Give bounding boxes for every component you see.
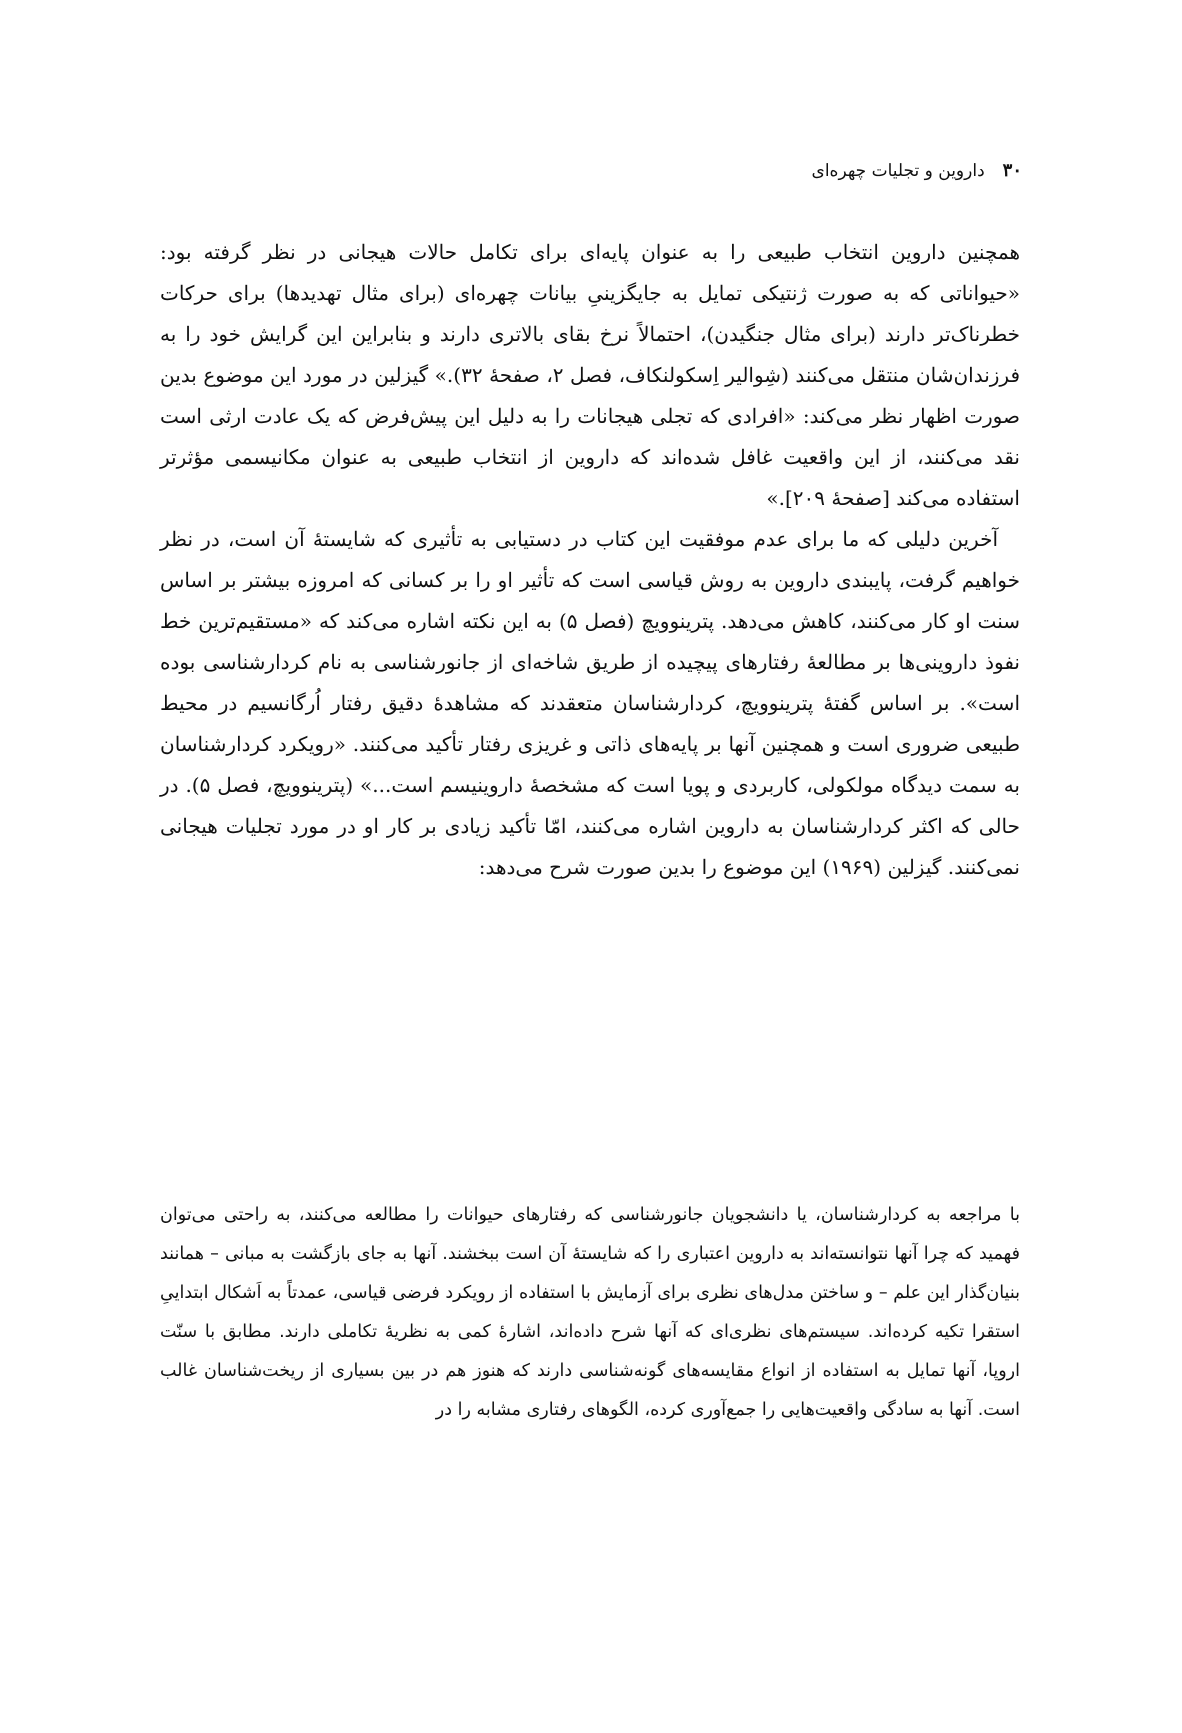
- page-number: ۳۰: [1002, 160, 1022, 181]
- block-quote: [160, 1196, 1020, 1430]
- running-header: [812, 160, 1022, 181]
- paragraph: آخرین دلیلی که ما برای عدم موفقیت این کتاب در دستیابی به تأثیری که شایستهٔ آن است، در نظر خواهیم گرفت، پایبندی داروین به روش قیاسی است که تأثیر او را بر کسانی که امروزه بیشتر بر اساس سنت او کار می‌کنند، کاهش می‌دهد. پترینوویچ (فصل ۵) به این نکته اشاره می‌کند که «مستقیم‌ترین خط نفوذ داروینی‌ها بر مطالعهٔ رفتارهای پیچیده از طریق شاخه‌ای از جانورشناسی به نام کردارشناسی بوده است». بر اساس گفتهٔ پترینوویچ، کردارشناسان متعقدند که مشاهدهٔ دقیق رفتار اُرگانسیم در محیط طبیعی ضروری است و همچنین آنها بر پایه‌های ذاتی و غریزی رفتار تأکید می‌کنند. «رویکرد کردارشناسان به سمت دیدگاه مولکولی، کاربردی و پویا است که مشخصهٔ داروینیسم است...» (پترینوویچ، فصل ۵). در حالی که اکثر کردارشناسان به داروین اشاره می‌کنند، امّا تأکید زیادی بر کار او در مورد تجلیات هیجانی نمی‌کنند. گیزلین (۱۹۶۹) این موضوع را بدین صورت شرح می‌دهد:: [160, 527, 1020, 879]
- quote-text: با مراجعه به کردارشناسان، یا دانشجویان جانورشناسی که رفتارهای حیوانات را مطالعه می‌کنند، به راحتی می‌توان فهمید که چرا آنها نتوانسته‌اند به داروین اعتباری را که شایستهٔ آن است ببخشند. آنها به جای بازگشت به مبانی – همانند بنیان‌گذار این علم – و ساختن مدل‌های نظری برای آزمایش با استفاده از رویکرد فرضی قیاسی، عمدتاً به اَشکال ابتداییِ استقرا تکیه کرده‌اند. سیستم‌های نظری‌ای که آنها شرح داده‌اند، اشارهٔ کمی به نظریهٔ تکاملی دارند. مطابق با سنّت اروپا، آنها تمایل به استفاده از انواع مقایسه‌های گونه‌شناسی دارند که هنوز هم در بین بسیاری از ریخت‌شناسان غالب است. آنها به سادگی واقعیت‌هایی را جمع‌آوری کرده، الگوهای رفتاری مشابه را در: [160, 1205, 1020, 1420]
- main-text: [160, 232, 1020, 888]
- running-title: داروین و تجلیات چهره‌ای: [811, 161, 985, 181]
- paragraph: همچنین داروین انتخاب طبیعی را به عنوان پایه‌ای برای تکامل حالات هیجانی در نظر گرفته بود: «حیواناتی که به صورت ژنتیکی تمایل به جایگزینیِ بیانات چهره‌ای (برای مثال تهدیدها) برای حرکات خطرناک‌تر دارند (برای مثال جنگیدن)، احتمالاً نرخ بقای بالاتری دارند و بنابراین این گرایش خود را به فرزندان‌شان منتقل می‌کنند (شِوالیر اِسکولنکاف، فصل ۲، صفحهٔ ۳۲).» گیزلین در مورد این موضوع بدین صورت اظهار نظر می‌کند: «افرادی که تجلی هیجانات را به دلیل این پیش‌فرض که یک عادت ارثی است نقد می‌کنند، از این واقعیت غافل شده‌اند که داروین از انتخاب طبیعی به عنوان مکانیسمی مؤثرتر استفاده می‌کند [صفحهٔ ۲۰۹].»: [160, 240, 1021, 510]
